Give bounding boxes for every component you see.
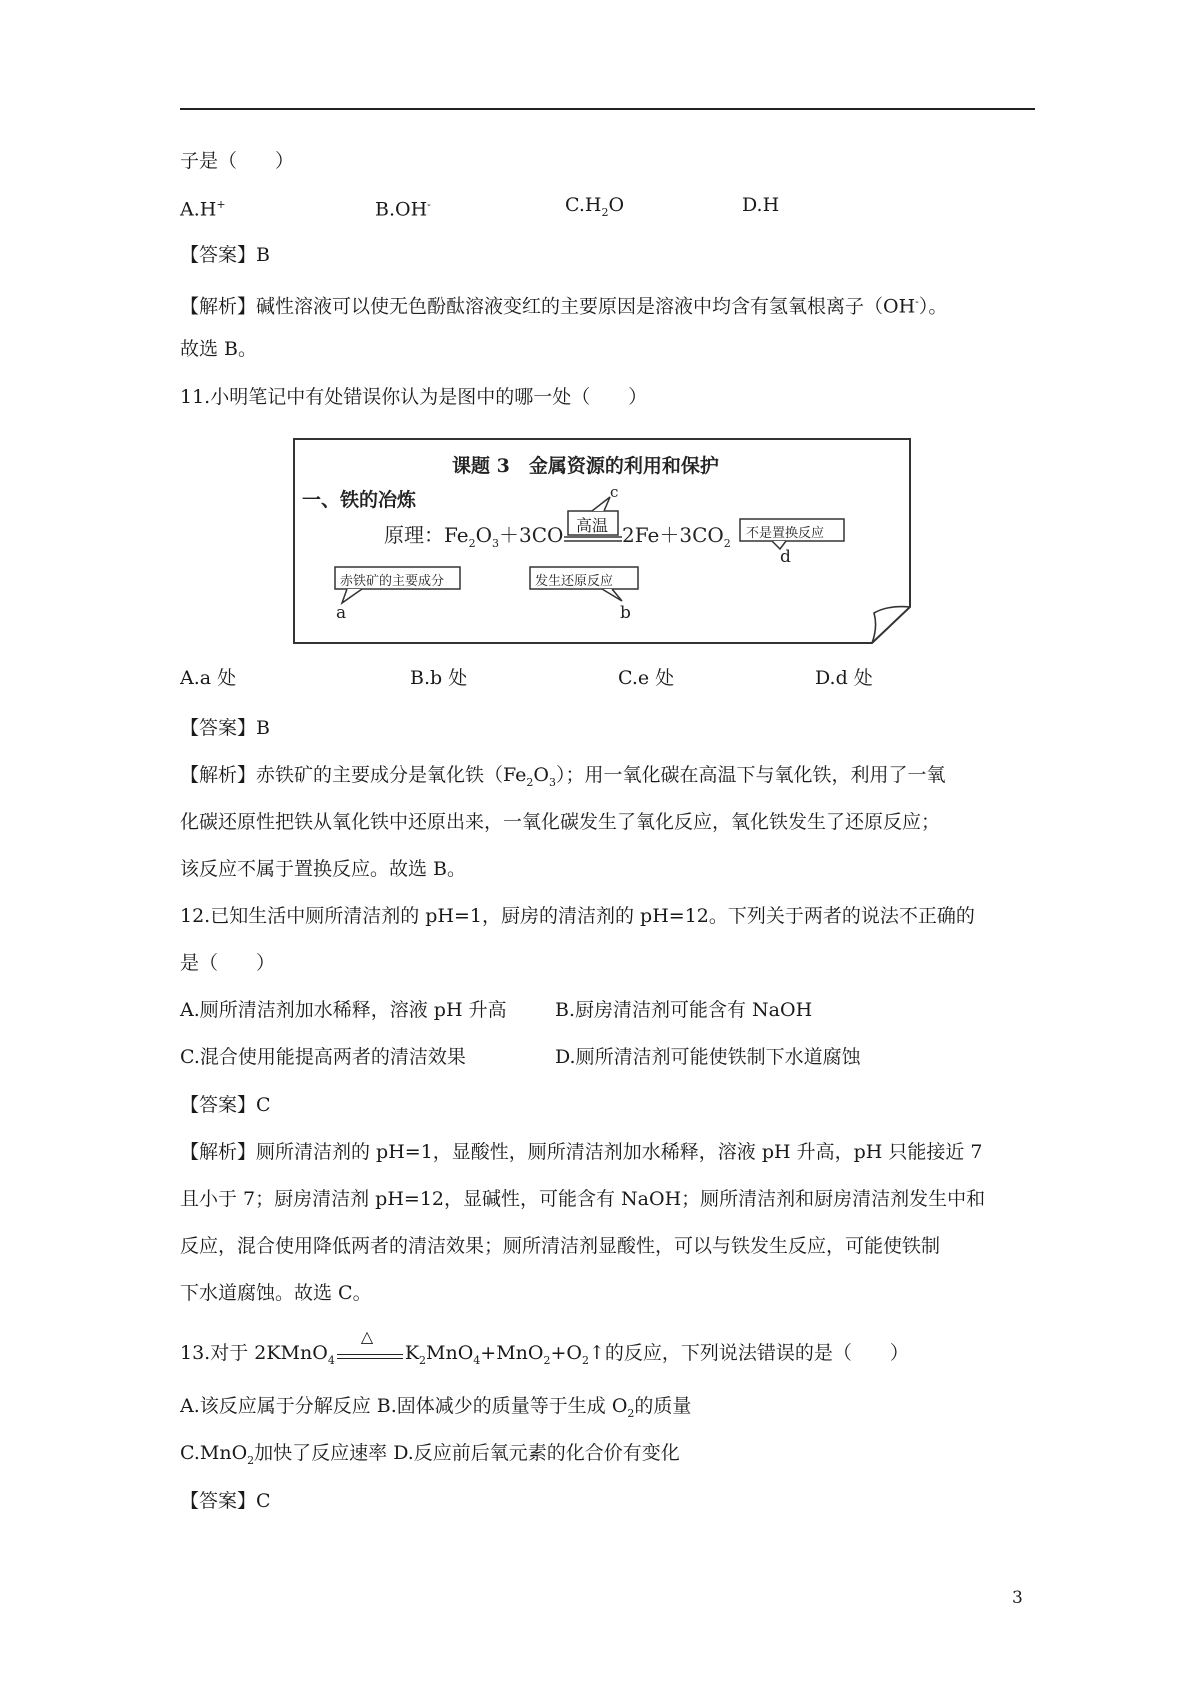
explanation: 反应，混合使用降低两者的清洁效果；厕所清洁剂显酸性，可以与铁发生反应，可能使铁制 [180,1235,941,1257]
answer: 【答案】C [180,1094,271,1116]
option-a: A.a 处 [180,667,237,689]
option-b: B.b 处 [410,667,468,689]
figure-box-a: 赤铁矿的主要成分 [340,574,445,589]
option-d: D.厕所清洁剂可能使铁制下水道腐蚀 [555,1046,861,1068]
explanation: 【解析】赤铁矿的主要成分是氧化铁$(Fe_2O_3)$；用一氧化碳在高温下与氧化铁，利用了一氧 [180,764,946,789]
option-d: D.d 处 [815,667,873,689]
figure-box-b: 发生还原反应 [535,574,614,589]
question-12: 12.已知生活中厕所清洁剂的 pH=1，厨房的清洁剂的 pH=12。下列关于两者的说法不正确的 [180,905,975,927]
explanation: 【解析】碱性溶液可以使无色酚酞溶液变红的主要原因是溶液中均含有氢氧根离子（OH-）。 [180,295,948,318]
figure-label-a: a [336,603,347,623]
page-number: 3 [1012,1588,1023,1608]
explanation: 【解析】厕所清洁剂的 pH=1，显酸性，厕所清洁剂加水稀释，溶液 pH 升高，pH 只能接近 7 [180,1141,983,1163]
option-b: B.厨房清洁剂可能含有 NaOH [555,999,813,1021]
answer: 【答案】B [180,244,270,266]
question-12-cont: 是（ ） [180,952,276,974]
text-line: 子是（ ） [180,150,295,172]
option-a: A.厕所清洁剂加水稀释，溶液 pH 升高 [180,999,507,1021]
figure-section: 一、铁的冶炼 [302,489,417,511]
figure-equation: 原理：$Fe_2O_3+3CO$ [384,523,564,550]
figure-condition: 高温 [576,516,609,535]
explanation: 该反应不属于置换反应。故选 B。 [180,858,467,880]
option-c: C.e 处 [618,667,675,689]
question-13-options: C.MnO$_2$加快了反应速率 D.反应前后氧元素的化合价有变化 [180,1442,680,1467]
note-figure [292,437,912,645]
explanation: 且小于 7；厨房清洁剂 pH=12，显碱性，可能含有 NaOH；厕所清洁剂和厨房清洁剂发生中和 [180,1188,986,1210]
header-rule [180,108,1035,110]
reaction-condition: △ [335,1340,405,1366]
explanation: 下水道腐蚀。故选 C。 [180,1282,372,1304]
option-a: A.H+ [180,198,226,221]
figure-label-d: d [780,547,791,567]
option-c: C.混合使用能提高两者的清洁效果 [180,1046,466,1068]
option-d: D.H [742,194,780,216]
option-b: B.OH- [375,198,431,221]
explanation: 故选 B。 [180,338,258,360]
answer: 【答案】B [180,717,270,739]
question-13: 13.对于 2KMnO$_4$ △ $K_2MnO_4+MnO_2+O_2↑$的反应，下列说法错误的是（ ） [180,1327,909,1367]
figure-label-b: b [620,603,631,623]
figure-title: 课题 3 金属资源的利用和保护 [452,455,719,477]
figure-box-d: 不是置换反应 [746,526,825,541]
answer: 【答案】C [180,1490,271,1512]
option-c: $C.H_2O$ [565,194,625,219]
question-11: 11.小明笔记中有处错误你认为是图中的哪一处（ ） [180,386,648,408]
question-13-options: A.该反应属于分解反应 B.固体减少的质量等于生成 $O_2$的质量 [180,1395,692,1420]
figure-label-c: c [610,483,619,501]
figure-products: $2Fe+3CO_2$ [622,523,731,550]
explanation: 化碳还原性把铁从氧化铁中还原出来，一氧化碳发生了氧化反应，氧化铁发生了还原反应； [180,811,941,833]
